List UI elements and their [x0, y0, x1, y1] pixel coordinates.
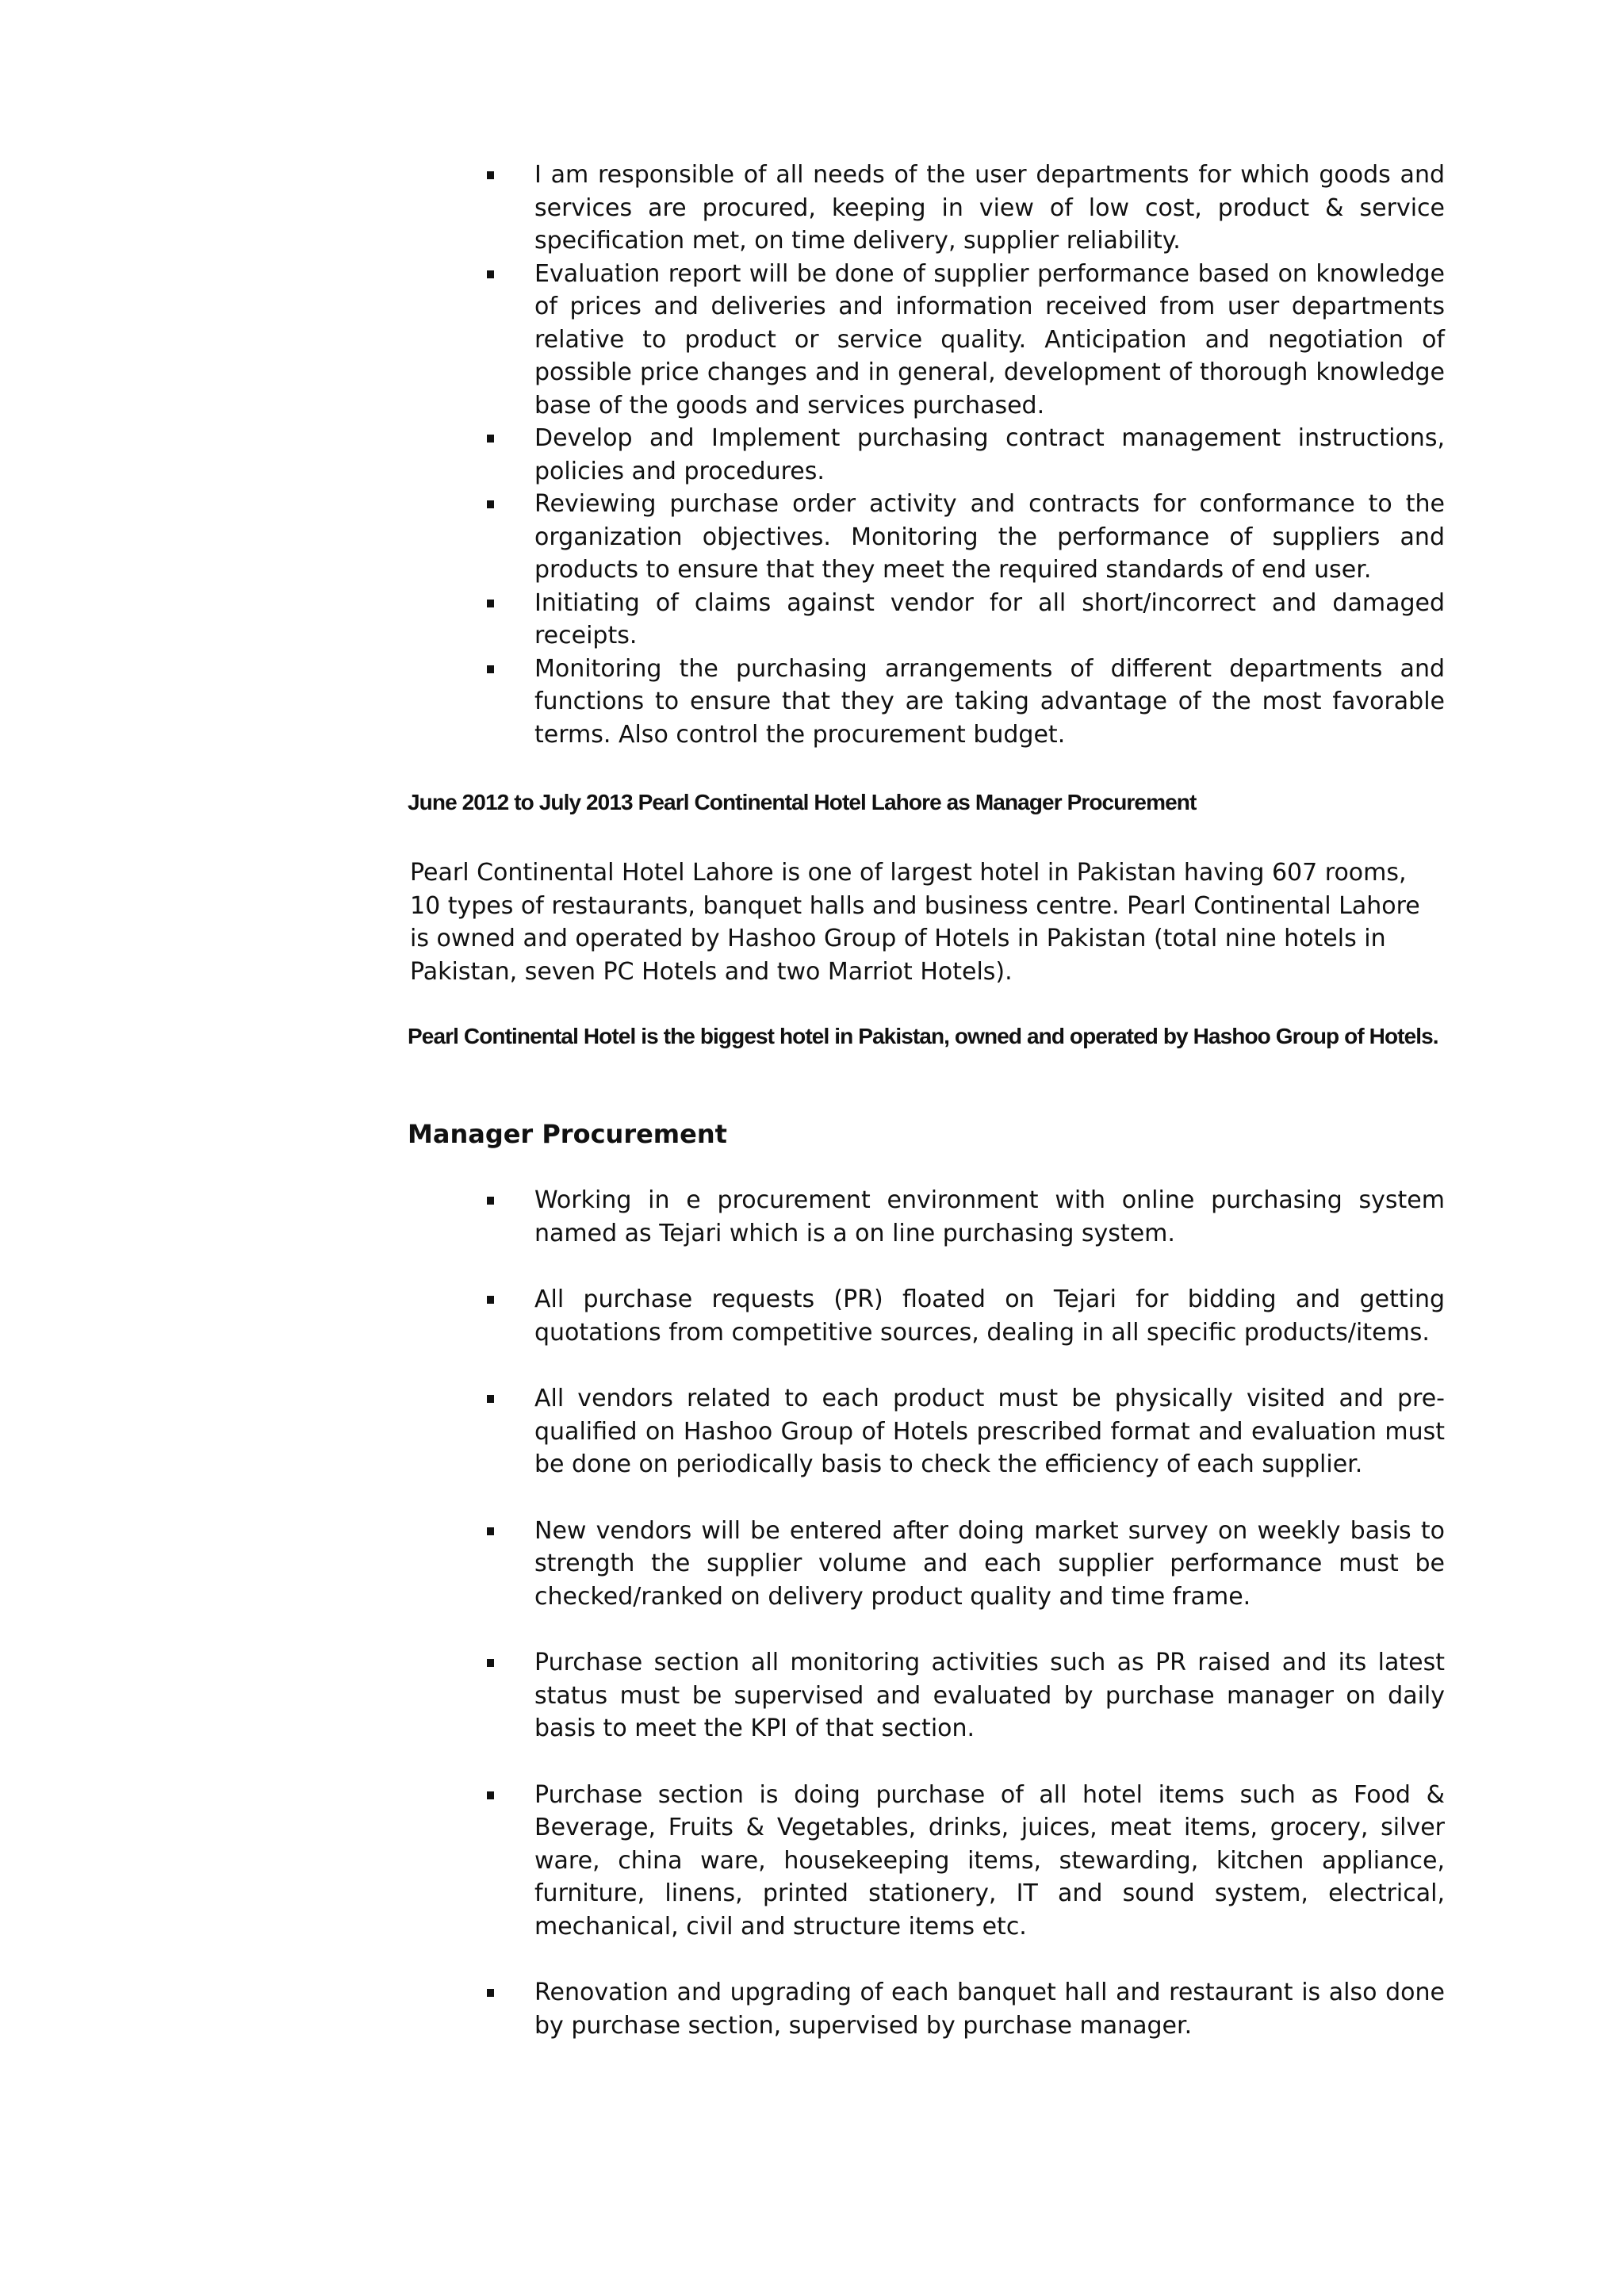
list-item-text: Purchase section all monitoring activities such as PR raised and its latest status must be supervised and evaluated by purchase manager on daily basis to meet the KPI of that section. — [534, 1649, 1445, 1742]
list-item-text: All purchase requests (PR) floated on Tejari for bidding and getting quotations from competitive sources, dealing in all specific products/items. — [534, 1285, 1445, 1347]
list-item — [534, 587, 1445, 653]
list-item-text: Initiating of claims against vendor for all short/incorrect and damaged receipts. — [534, 588, 1445, 649]
square-bullet-icon — [487, 600, 494, 607]
square-bullet-icon — [487, 270, 494, 278]
list-item — [534, 1976, 1445, 2042]
role-title: Manager Procurement — [408, 1119, 727, 1149]
square-bullet-icon — [487, 500, 494, 508]
manager-duties-list — [534, 1184, 1445, 2075]
hotel-bold-statement: Pearl Continental Hotel is the biggest hotel in Pakistan, owned and operated by Hashoo Group of Hotels. — [408, 1024, 1438, 1048]
square-bullet-icon — [487, 1791, 494, 1799]
responsibilities-list — [534, 159, 1445, 751]
list-item — [534, 1515, 1445, 1614]
square-bullet-icon — [487, 1296, 494, 1304]
list-item — [534, 488, 1445, 587]
list-item — [534, 422, 1445, 488]
list-item-text: Evaluation report will be done of supplier performance based on knowledge of prices and deliveries and information received from user departments relative to product or service quality. Anticipation and negotiation of possible price changes and in general, development of thorough knowledge base of the goods and services purchased. — [534, 259, 1445, 420]
square-bullet-icon — [487, 171, 494, 179]
list-item — [534, 1184, 1445, 1250]
list-item-text: Develop and Implement purchasing contract management instructions, policies and procedures. — [534, 424, 1445, 485]
list-item — [534, 159, 1445, 258]
list-item-text: All vendors related to each product must be physically visited and pre-qualified on Hashoo Group of Hotels prescribed format and evaluation must be done on periodically basis to check the efficiency of each supplier. — [534, 1385, 1445, 1478]
list-item — [534, 1382, 1445, 1481]
list-item — [534, 1646, 1445, 1745]
list-item — [534, 1283, 1445, 1349]
list-item-text: New vendors will be entered after doing market survey on weekly basis to strength the supplier volume and each supplier performance must be checked/ranked on delivery product quality and time frame. — [534, 1516, 1445, 1611]
square-bullet-icon — [487, 1659, 494, 1667]
square-bullet-icon — [487, 1527, 494, 1535]
square-bullet-icon — [487, 1395, 494, 1403]
list-item-text: Renovation and upgrading of each banquet hall and restaurant is also done by purchase section, supervised by purchase manager. — [534, 1979, 1445, 2040]
square-bullet-icon — [487, 1197, 494, 1205]
list-item — [534, 258, 1445, 423]
list-item — [534, 653, 1445, 752]
list-item — [534, 1779, 1445, 1944]
list-item-text: I am responsible of all needs of the user departments for which goods and services are procured, keeping in view of low cost, product & service specification met, on time delivery, supplier reliability. — [534, 161, 1445, 255]
list-item-text: Purchase section is doing purchase of all hotel items such as Food & Beverage, Fruits & Vegetables, drinks, juices, meat items, grocery, silver ware, china ware, housekeeping items, stewarding, kitchen appliance, furniture, linens, printed stationery, IT and sound system, electrical, mechanical, civil and structure items etc. — [534, 1780, 1445, 1941]
square-bullet-icon — [487, 1989, 494, 1997]
list-item-text: Reviewing purchase order activity and contracts for conformance to the organization objectives. Monitoring the performance of suppliers and products to ensure that they meet the required standards of end user. — [534, 490, 1445, 584]
hotel-intro-paragraph: Pearl Continental Hotel Lahore is one of largest hotel in Pakistan having 607 rooms, 10 types of restaurants, banquet halls and business centre. Pearl Continental Lahore is owned and operated by Hashoo Group of Hotels in Pakistan (total nine hotels in Pakistan, seven PC Hotels and two Marriot Hotels). — [410, 859, 1420, 986]
square-bullet-icon — [487, 435, 494, 443]
job-heading: June 2012 to July 2013 Pearl Continental Hotel Lahore as Manager Procurement — [408, 790, 1197, 814]
list-item-text: Monitoring the purchasing arrangements of different departments and functions to ensure that they are taking advantage of the most favorable terms. Also control the procurement budget. — [534, 654, 1445, 749]
list-item-text: Working in e procurement environment with online purchasing system named as Tejari which is a on line purchasing system. — [534, 1186, 1445, 1247]
square-bullet-icon — [487, 665, 494, 673]
